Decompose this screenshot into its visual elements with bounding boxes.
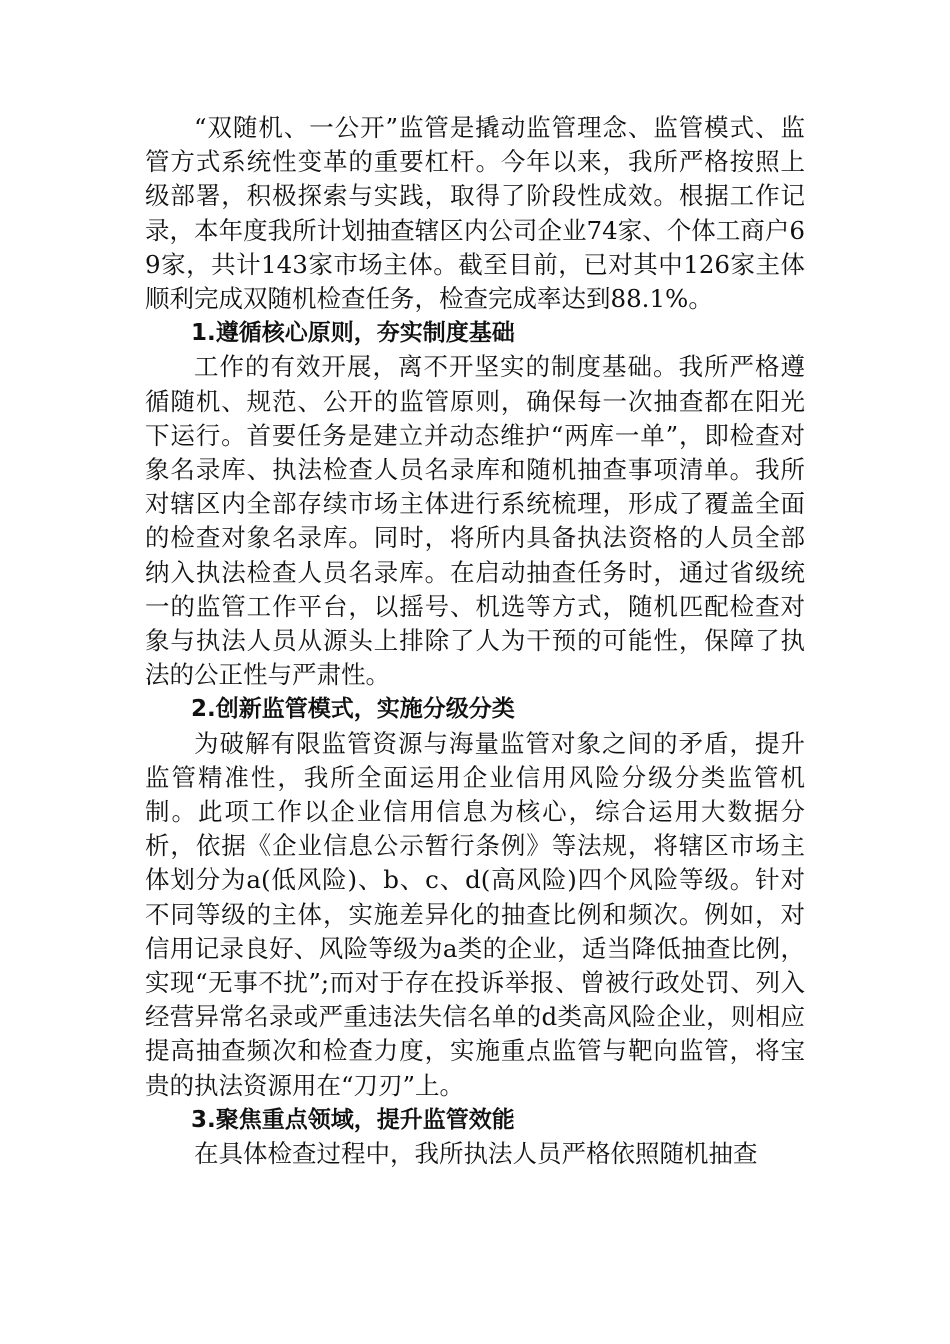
section-heading-1: 1.遵循核心原则，夯实制度基础 [191, 320, 515, 347]
document-body [145, 111, 805, 1171]
section-body-1: 工作的有效开展，离不开坚实的制度基础。我所严格遵循随机、规范、公开的监管原则，确保每一次抽查都在阳光下运行。首要任务是建立并动态维护“两库一单”，即检查对象名录库、执法检查人员名录库和随机抽查事项清单。我所对辖区内全部存续市场主体进行系统梳理，形成了覆盖全面的检查对象名录库。同时，将所内具备执法资格的人员全部纳入执法检查人员名录库。在启动抽查任务时，通过省级统一的监管工作平台，以摇号、机选等方式，随机匹配检查对象与执法人员从源头上排除了人为干预的可能性，保障了执法的公正性与严肃性。 [145, 352, 805, 690]
intro-paragraph: “双随机、一公开”监管是撬动监管理念、监管模式、监管方式系统性变革的重要杠杆。今年以来，我所严格按照上级部署，积极探索与实践，取得了阶段性成效。根据工作记录，本年度我所计划抽查辖区内公司企业74家、个体工商户69家，共计143家市场主体。截至目前，已对其中126家主体顺利完成双随机检查任务，检查完成率达到88.1%。 [145, 113, 805, 314]
section-body-2: 为破解有限监管资源与海量监管对象之间的矛盾，提升监管精准性，我所全面运用企业信用风险分级分类监管机制。此项工作以企业信用信息为核心，综合运用大数据分析，依据《企业信息公示暂行条例》等法规，将辖区市场主体划分为a(低风险)、b、c、d(高风险)四个风险等级。针对不同等级的主体，实施差异化的抽查比例和频次。例如，对信用记录良好、风险等级为a类的企业，适当降低抽查比例，实现“无事不扰”;而对于存在投诉举报、曾被行政处罚、列入经营异常名录或严重违法失信名单的d类高风险企业，则相应提高抽查频次和检查力度，实施重点监管与靶向监管，将宝贵的执法资源用在“刀刃”上。 [145, 728, 805, 1100]
section-heading-2: 2.创新监管模式，实施分级分类 [191, 696, 515, 723]
section-body-3: 在具体检查过程中，我所执法人员严格依照随机抽查 [194, 1139, 758, 1169]
section-heading-3: 3.聚焦重点领域，提升监管效能 [191, 1106, 515, 1133]
